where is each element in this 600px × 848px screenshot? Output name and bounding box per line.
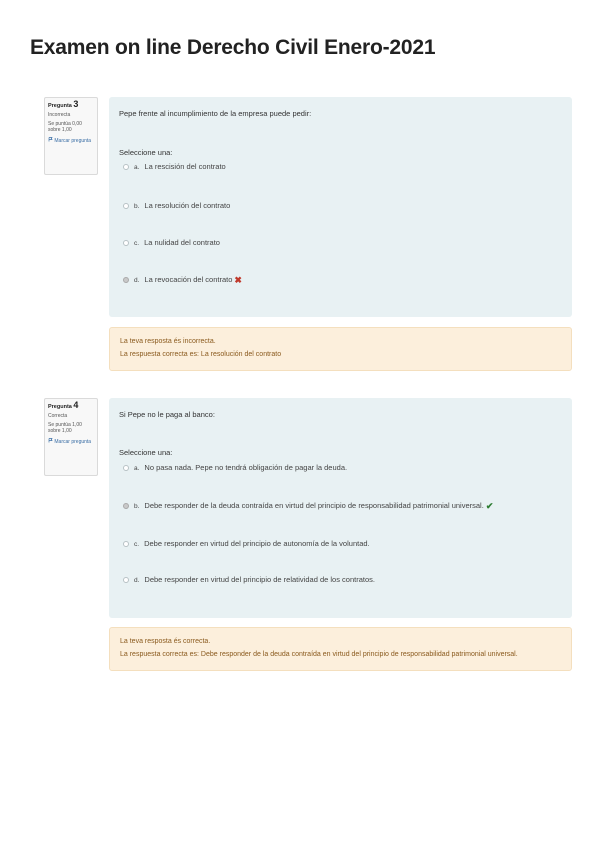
flag-icon (48, 438, 53, 443)
question-formulation (109, 97, 572, 317)
question-number-value: 4 (73, 400, 79, 410)
answer-radio[interactable] (123, 541, 129, 547)
answer-radio[interactable] (123, 164, 129, 170)
answer-radio[interactable] (123, 240, 129, 246)
answer-radio[interactable] (123, 465, 129, 471)
answer-option[interactable] (123, 575, 375, 584)
answer-option[interactable] (123, 501, 493, 512)
flag-question-label: Marcar pregunta (54, 138, 92, 144)
flag-question-button[interactable] (48, 438, 94, 445)
flag-question-button[interactable] (48, 137, 94, 144)
question-info (44, 398, 98, 476)
answer-option[interactable] (123, 162, 226, 171)
answer-letter: b. (134, 503, 140, 510)
answer-letter: c. (134, 541, 140, 548)
feedback-status: La teva resposta és correcta. (120, 638, 211, 645)
answer-radio-selected[interactable] (123, 503, 129, 509)
feedback-status: La teva resposta és incorrecta. (120, 338, 216, 345)
answer-letter: a. (134, 465, 140, 472)
question-state: Incorrecta (48, 112, 71, 118)
answer-radio[interactable] (123, 577, 129, 583)
feedback-right-answer: La respuesta correcta es: La resolución del contrato (120, 351, 282, 358)
feedback-right-answer: La respuesta correcta es: Debe responder de la deuda contraída en virtud del principio de responsabilidad patrimonial universal. (120, 651, 518, 658)
answer-text: La rescisión del contrato (144, 162, 226, 171)
page-title: Examen on line Derecho Civil Enero-2021 (30, 36, 436, 59)
flag-icon (48, 137, 53, 142)
question-text: Pepe frente al incumplimiento de la empresa puede pedir: (119, 109, 312, 118)
question-number-value: 3 (73, 99, 79, 109)
answer-letter: d. (134, 277, 140, 284)
answer-letter: d. (134, 577, 140, 584)
question-grade: Se puntúa 0,00 sobre 1,00 (48, 121, 82, 133)
answer-text: Debe responder en virtud del principio de relatividad de los contratos. (144, 575, 375, 584)
answer-letter: a. (134, 164, 140, 171)
answer-prompt: Seleccione una: (119, 448, 173, 457)
answer-text: La resolución del contrato (144, 201, 231, 210)
flag-question-label: Marcar pregunta (54, 439, 92, 445)
answer-option[interactable] (123, 463, 347, 472)
question-formulation (109, 398, 572, 618)
answer-text: Debe responder de la deuda contraída en virtud del principio de responsabilidad patrimonial universal. (144, 501, 484, 510)
answer-option[interactable] (123, 539, 370, 548)
answer-option[interactable] (123, 238, 220, 247)
answer-radio-selected[interactable] (123, 277, 129, 283)
answer-letter: c. (134, 240, 140, 247)
answer-prompt: Seleccione una: (119, 148, 173, 157)
answer-text: La nulidad del contrato (144, 238, 220, 247)
question-label: Pregunta (48, 404, 72, 410)
answer-text: No pasa nada. Pepe no tendrá obligación de pagar la deuda. (144, 463, 348, 472)
answer-radio[interactable] (123, 203, 129, 209)
question-grade: Se puntúa 1,00 sobre 1,00 (48, 422, 82, 434)
correct-icon: ✔ (485, 501, 494, 511)
question-info (44, 97, 98, 175)
answer-text: Debe responder en virtud del principio de autonomía de la voluntad. (144, 539, 370, 548)
answer-text: La revocación del contrato (144, 275, 233, 284)
answer-option[interactable] (123, 201, 230, 210)
incorrect-icon: ✖ (234, 275, 242, 285)
question-text: Si Pepe no le paga al banco: (119, 410, 215, 419)
answer-option[interactable] (123, 275, 242, 286)
answer-letter: b. (134, 203, 140, 210)
question-number (48, 402, 94, 410)
feedback-box (109, 327, 572, 371)
question-number (48, 101, 94, 109)
feedback-box (109, 627, 572, 671)
question-label: Pregunta (48, 103, 72, 109)
question-state: Correcta (48, 413, 68, 419)
